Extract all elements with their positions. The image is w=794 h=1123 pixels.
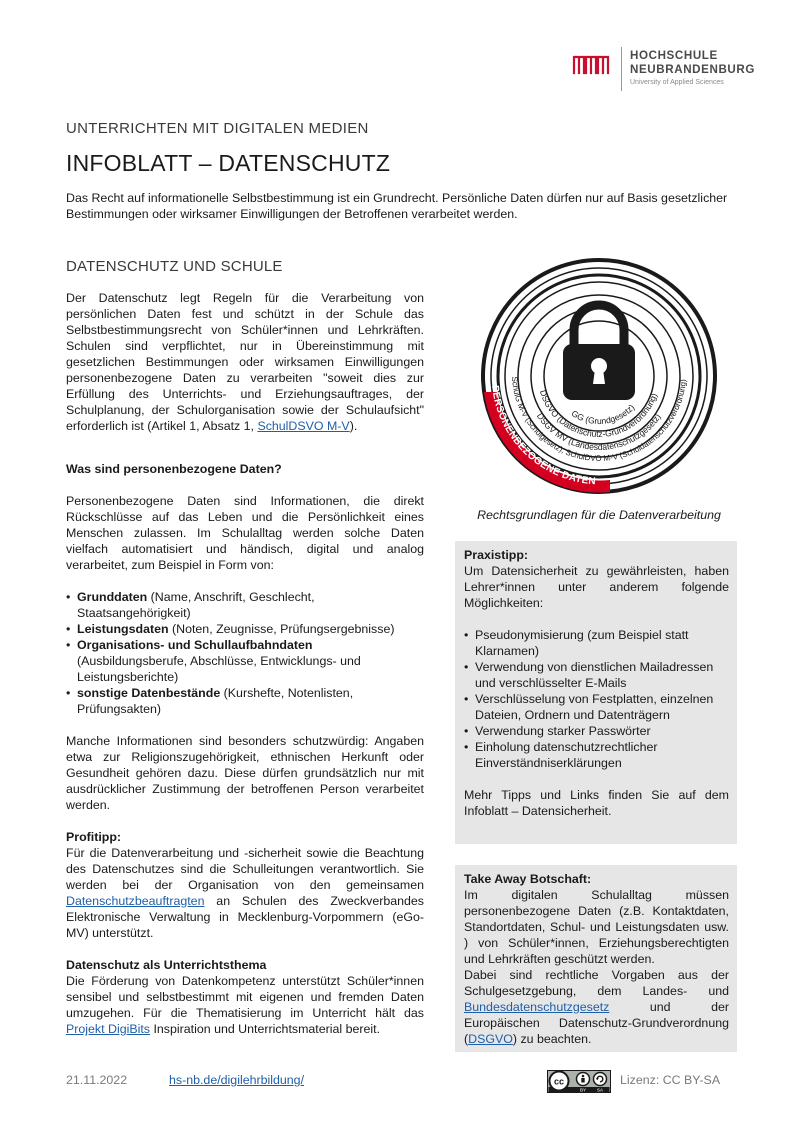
text-span: ) zu beachten. <box>512 1032 592 1046</box>
list-item: • Pseudonymisierung (zum Beispiel statt Klarnamen) <box>464 627 729 659</box>
list-item <box>66 685 424 717</box>
list-item: • Verschlüsselung von Festplatten, einzelnen Dateien, Ordnern und Datenträgern <box>464 691 729 723</box>
question-heading: Was sind personenbezogene Daten? <box>66 462 282 476</box>
section-heading: DATENSCHUTZ UND SCHULE <box>66 258 283 275</box>
page-title: INFOBLATT – DATENSCHUTZ <box>66 150 391 176</box>
text-span: Der Datenschutz legt Regeln für die Verarbeitung von persönlichen Daten fest und schützt in der Schule das Selbstbestimmungsrecht von Schüler*innen und Lehrkräften. Schulen sind verpflichtet, nur in Übereinstimmung mit gesetzlichen Bestimmungen oder wirksamen Einwilligungen personenbezogene Daten zu verarbeiten "soweit dies zur Erfüllung des Unterrichts- und Erziehungsauftrages, der Schulplanung, der Schulorganisation sowie der Schulaufsicht" erforderlich ist (Artikel 1, Absatz 1, <box>66 291 424 433</box>
list-term: Organisations- und Schullaufbahndaten <box>77 638 313 652</box>
text-span: an Schulen des Zweckverbandes Elektronische Verwaltung in Mecklenburg-Vorpommern (eGo-MV) unterstützt. <box>66 894 424 940</box>
list-term: Leistungsdaten <box>77 622 169 636</box>
praxistipp-intro: Um Datensicherheit zu gewährleisten, haben Lehrer*innen unter anderem folgende Möglichkeiten: <box>464 564 729 610</box>
logo-line-1: HOCHSCHULE <box>630 49 718 62</box>
logo-divider <box>621 47 622 91</box>
list-item: • Verwendung starker Passwörter <box>464 723 729 739</box>
text-span: Für die Datenverarbeitung und -sicherheit sowie die Beachtung des Datenschutzes sind die Schulleitungen verantwortlich. Sie werden bei der Organisation von den gemeinsamen <box>66 846 424 892</box>
list-item <box>66 621 424 637</box>
main-column <box>66 258 424 1037</box>
logo-line-2: NEUBRANDENBURG <box>630 63 755 76</box>
unterricht-paragraph <box>66 973 424 1037</box>
sensitive-data-paragraph: Manche Informationen sind besonders schutzwürdig: Angaben etwa zur Religionszugehörigkeit, ethnischen Herkunft oder Gesundheit gehören dazu. Diese dürfen grundsätzlich nur mit ausdrücklicher Zustimmung der betroffenen Person verarbeitet werden. <box>66 734 424 812</box>
datenschutzbeauftragte-link[interactable]: Datenschutzbeauftragten <box>66 894 205 908</box>
praxistipp-list <box>464 627 729 771</box>
schuldsvo-link[interactable]: SchulDSVO M-V <box>257 419 350 433</box>
list-desc: (Name, Anschrift, Geschlecht, Staatsangehörigkeit) <box>77 590 315 620</box>
seal-ring-3: DSGV MV (Landesdatenschutzgesetz) <box>534 411 663 453</box>
list-item <box>66 589 424 621</box>
footer-license: Lizenz: CC BY-SA <box>620 1073 721 1087</box>
seal-banner-text: PERSONENBEZOGENE DATEN <box>488 384 597 488</box>
page-kicker: UNTERRICHTEN MIT DIGITALEN MEDIEN <box>66 120 369 137</box>
seal-caption: Rechtsgrundlagen für die Datenverarbeitung <box>477 508 721 522</box>
intro-paragraph: Das Recht auf informationelle Selbstbestimmung ist ein Grundrecht. Persönliche Daten dürfen nur auf Basis gesetzlicher Bestimmungen oder wirksamer Einwilligungen der Betroffenen verarbeitet werden. <box>66 191 728 221</box>
list-item: • Einholung datenschutzrechtlicher Einverständniserklärungen <box>464 739 729 771</box>
seal-ring-1: GG (Grundgesetz) <box>569 402 637 427</box>
takeaway-heading: Take Away Botschaft: <box>464 872 592 886</box>
bundesdatenschutzgesetz-link[interactable]: Bundesdatenschutzgesetz <box>464 1000 610 1014</box>
svg-text:cc: cc <box>553 1076 565 1087</box>
list-desc: (Ausbildungsberufe, Abschlüsse, Entwicklungs- und Leistungsberichte) <box>77 654 361 684</box>
digibits-link[interactable]: Projekt DigiBits <box>66 1022 151 1036</box>
bold-text: Profitipp: <box>66 830 122 844</box>
text-span: und der Europäischen Datenschutz-Grundverordnung ( <box>464 1000 729 1046</box>
list-desc: (Noten, Zeugnisse, Prüfungsergebnisse) <box>168 622 395 636</box>
cc-by-label: BY <box>579 1087 587 1093</box>
share-alike-icon <box>594 1073 607 1086</box>
text-span: Inspiration und Unterrichtsmaterial bereit. <box>150 1022 381 1036</box>
seal-ring-4: SchulG M-V (Schulgesetz), SchulDVO M-V (Schuldatenschutzverordnung) <box>510 376 688 463</box>
takeaway-paragraph-1: Im digitalen Schulalltag müssen personenbezogene Daten (z.B. Kontaktdaten, Standortdaten, Schul- und Leistungsdaten usw. ) von Schüler*innen, Erziehungsberechtigten und Lehrkräften geschützt werden. <box>464 888 729 966</box>
praxistipp-outro: Mehr Tipps und Links finden Sie auf dem Infoblatt – Datensicherheit. <box>464 788 729 818</box>
profitipp-heading <box>66 829 424 845</box>
praxistipp-heading: Praxistipp: <box>464 548 529 562</box>
list-item: • Verwendung von dienstlichen Mailadressen und verschlüsselter E-Mails <box>464 659 729 691</box>
unterricht-heading <box>66 957 424 973</box>
text-span: ). <box>349 419 358 433</box>
seal-ring-2: DSGVO (Datenschutz-Grundverordnung) <box>537 388 660 440</box>
dsgvo-link[interactable]: DSGVO <box>468 1032 513 1046</box>
personal-data-paragraph: Personenbezogene Daten sind Informationen, die direkt Rückschlüsse auf das Leben und die Persönlichkeit eines Menschen zulassen. Im Schulalltag werden solche Daten vielfach automatisiert und händisch, digital und analog verarbeitet, zum Beispiel in Form von: <box>66 494 424 572</box>
cc-by-sa-badge <box>547 1070 611 1093</box>
praxistipp-box <box>455 541 737 844</box>
bold-text: Datenschutz als Unterrichtsthema <box>66 958 267 972</box>
cc-sa-label: SA <box>596 1087 604 1093</box>
takeaway-paragraph-2 <box>464 967 729 1047</box>
text-span: Dabei sind rechtliche Vorgaben aus der Schulgesetzgebung, dem Landes- und <box>464 968 729 998</box>
profitipp-paragraph <box>66 845 424 941</box>
datenschutz-paragraph <box>66 290 424 434</box>
list-term: Grunddaten <box>77 590 148 604</box>
takeaway-box <box>455 865 737 1052</box>
footer-website-link[interactable]: hs-nb.de/digilehrbildung/ <box>169 1073 305 1087</box>
footer-date: 21.11.2022 <box>66 1073 128 1087</box>
list-desc: (Kurshefte, Notenlisten, Prüfungsakten) <box>77 686 354 716</box>
list-term: sonstige Datenbestände <box>77 686 221 700</box>
legal-basis-seal <box>470 254 728 502</box>
university-logo <box>572 45 762 93</box>
data-types-list <box>66 589 424 717</box>
text-span: Die Förderung von Datenkompetenz unterstützt Schüler*innen sensibel und selbstbestimmt mit eigenen und fremden Daten umzugehen. Für die Thematisierung im Unterricht hält das <box>66 974 424 1020</box>
logo-mark-icon <box>572 53 612 75</box>
logo-line-3: University of Applied Sciences <box>630 79 724 86</box>
padlock-icon <box>563 305 635 400</box>
list-item <box>66 637 424 685</box>
